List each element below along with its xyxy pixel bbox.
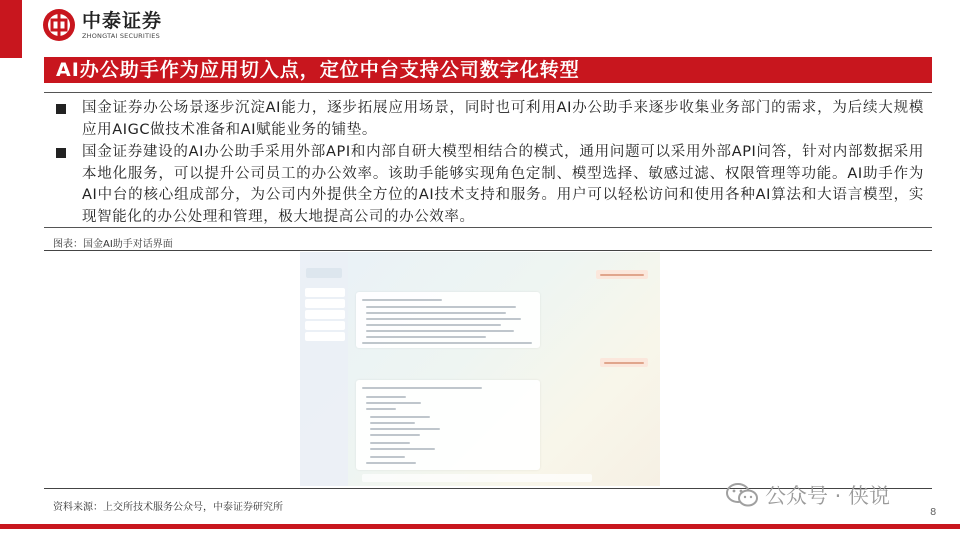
bullet-text-box	[44, 92, 932, 228]
bottom-accent-bar	[0, 524, 960, 529]
bullet-item	[56, 142, 924, 228]
source-note: 资料来源：上交所技术服务公众号，中泰证券研究所	[53, 502, 283, 513]
bullet-text: 国金证券建设的AI办公助手采用外部API和内部自研大模型相结合的模式，通用问题可以采用外部API问答，针对内部数据采用本地化服务，可以提升公司员工的办公效率。该助手能够实现角色定制、模型选择、敏感过滤、权限管理等功能。AI助手作为AI中台的核心组成部分，为公司内外提供全方位的AI技术支持和服务。用户可以轻松访问和使用各种AI算法和大语言模型，实现智能化的办公处理和管理，极大地提高公司的办公效率。	[82, 144, 924, 225]
page-number: 8	[930, 507, 937, 518]
caption-divider	[44, 250, 932, 251]
bullet-text: 国金证券办公场景逐步沉淀AI能力，逐步拓展应用场景，同时也可利用AI办公助手来逐步收集业务部门的需求，为后续大规模应用AIGC做技术准备和AI赋能业务的铺垫。	[82, 100, 924, 138]
screenshot-sidebar	[300, 252, 348, 486]
company-logo	[42, 8, 162, 42]
screenshot-input-bar	[362, 474, 592, 482]
zhongtai-logo-icon	[42, 8, 76, 42]
watermark-text: 公众号 · 侠说	[765, 484, 891, 508]
screenshot-user-bubble	[600, 358, 648, 367]
screenshot-code-card	[356, 380, 540, 470]
logo-english-name: ZHONGTAI SECURITIES	[82, 31, 160, 40]
square-bullet-icon	[56, 104, 66, 114]
bullet-item	[56, 98, 924, 141]
screenshot-history-item	[305, 299, 345, 308]
logo-chinese-name: 中泰证券	[82, 9, 163, 32]
square-bullet-icon	[56, 148, 66, 158]
screenshot-history-item	[305, 288, 345, 297]
slide-title: AI办公助手作为应用切入点，定位中台支持公司数字化转型	[44, 57, 932, 83]
screenshot-user-bubble	[596, 270, 648, 279]
ai-assistant-screenshot	[300, 252, 660, 486]
screenshot-history-item	[305, 310, 345, 319]
figure-caption: 图表：国金AI助手对话界面	[53, 239, 173, 250]
wechat-watermark	[725, 480, 890, 510]
screenshot-answer-card	[356, 292, 540, 348]
left-accent-bar	[0, 0, 22, 58]
screenshot-history-item	[305, 332, 345, 341]
screenshot-new-chat-button	[306, 268, 342, 278]
wechat-icon	[725, 482, 759, 508]
screenshot-history-item	[305, 321, 345, 330]
